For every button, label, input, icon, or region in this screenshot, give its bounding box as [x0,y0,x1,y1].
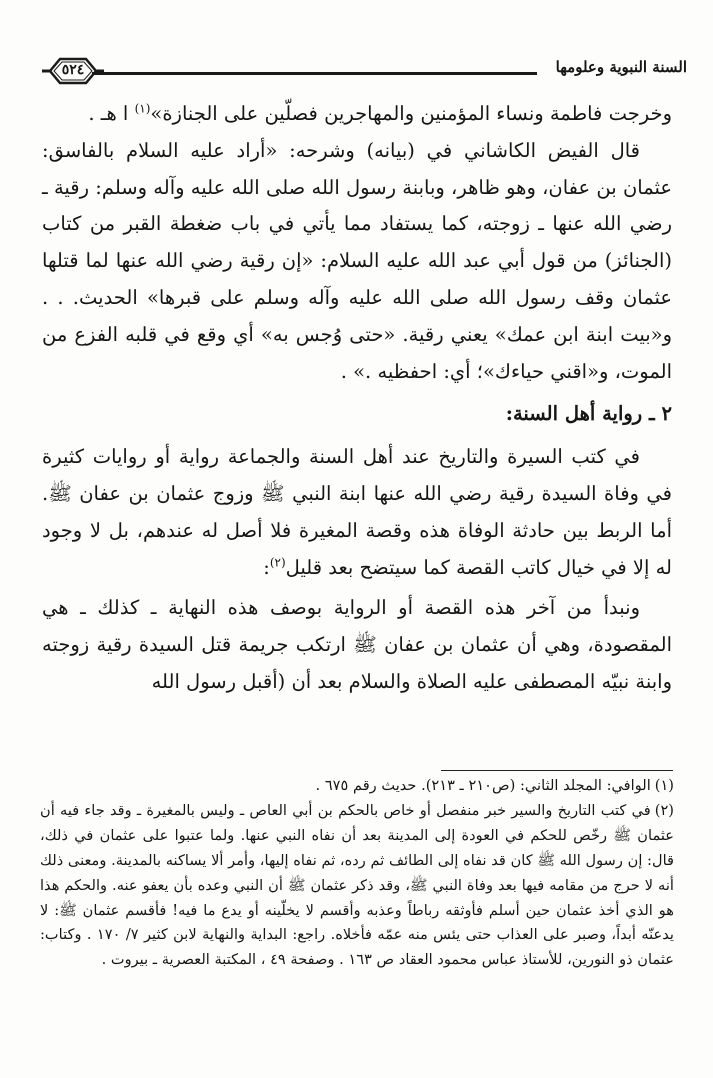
running-title: السنة النبوية وعلومها [555,58,687,76]
footnote-ref-1: (١) [134,101,151,116]
footnote-2-number: (٢) [654,801,674,819]
page-header [32,52,687,92]
footnotes [40,774,674,973]
footnote-separator [441,770,673,771]
paragraph-4: ونبدأ من آخر هذه القصة أو الرواية بوصف هذه النهاية ـ كذلك ـ هي المقصودة، وهي أن عثمان بن عفان ﷺ ارتكب جريمة قتل السيدة رقية زوجته وابنة نبيّه المصطفى عليه الصلاة والسلام بعد أن (أقبل رسول الله [42,596,672,693]
paragraph-1 [42,96,672,133]
page-number: ٥٢٤ [61,62,85,78]
section-heading: ٢ ـ رواية أهل السنة: [505,402,672,426]
footnote-1 [40,774,674,799]
body-text [42,96,672,701]
footnote-2-text: في كتب التاريخ والسير خبر منفصل أو خاص بالحكم بن أبي العاص ـ وليس بالمغيرة ـ وقد جاء فيه أن عثمان ﷺ رخّص للحكم في العودة إلى المدينة بعد أن نفاه النبي عنها. ولما عتبوا على عثمان في ذلك، قال: إن رسول الله ﷺ كان قد نفاه إلى الطائف ثم رده، ثم نفاه إليها، وأمر ألا يساكنه بالمدينة. ومعنى ذلك أنه لا حرج من مقامه فيها بعد وفاة النبي ﷺ، وقد ذكر عثمان ﷺ أن النبي وعده بأن يعفو عنه. والحكم هذا هو الذي أخذ عثمان حين أسلم فأوثقه رباطاً وعذبه وأقسم لا يخلّينه أو يدع ما فيه! فأقسم عثمان ﷺ: لا يدعنّه أبداً، وصبر على العذاب حتى يئس منه عمّه فأخلاه. راجع: البداية والنهاية لابن كثير ٧/ ١٧٠ . وكتاب: عثمان ذو النورين، للأستاذ عباس محمود العقاد ص ١٦٣ . وصفحة ٤٩ ، المكتبة العصرية ـ بيروت . [40,801,674,969]
paragraph-1-text: وخرجت فاطمة ونساء المؤمنين والمهاجرين فصلّين على الجنازة» [150,102,672,125]
footnote-1-number: (١) [654,777,674,794]
paragraph-1-end: ا هـ . [88,102,129,125]
paragraph-3-text: في كتب السيرة والتاريخ عند أهل السنة والجماعة رواية أو روايات كثيرة في وفاة السيدة رقية رضي الله عنها ابنة النبي ﷺ وزوج عثمان بن عفان ﷺ. أما الربط بين حادثة الوفاة هذه وقصة المغيرة فلا أصل له عندهم، بل لا وجود له إلا في خيال كاتب القصة كما سيتضح بعد قليل [42,445,672,579]
paragraph-3 [42,439,672,586]
footnote-1-text: الوافي: المجلد الثاني: (ص٢١٠ ـ ٢١٣). حديث رقم ٦٧٥ . [315,777,651,794]
footnote-2 [40,799,674,973]
header-rule [92,72,537,75]
page-number-badge [42,56,104,86]
paragraph-3-end: : [263,555,270,579]
paragraph-2: قال الفيض الكاشاني في (بيانه) وشرحه: «أراد عليه السلام بالفاسق: عثمان بن عفان، وهو ظاهر، وبابنة رسول الله صلى الله عليه وآله وسلم: رقية ـ رضي الله عنها ـ زوجته، كما يستفاد مما يأتي في باب ضغطة القبر من كتاب (الجنائز) من قول أبي عبد الله عليه السلام: «إن رقية رضي الله عنها لما قتلها عثمان وقف رسول الله صلى الله عليه وآله وسلم على قبرها» الحديث. . . و«بيت ابنة ابن عمك» يعني رقية. «حتى وُجس به» أي وقع في قلبه الفزع من الموت، و«اقني حياءك»؛ أي: احفظيه .» . [42,138,672,383]
footnote-ref-2: (٢) [269,555,286,570]
